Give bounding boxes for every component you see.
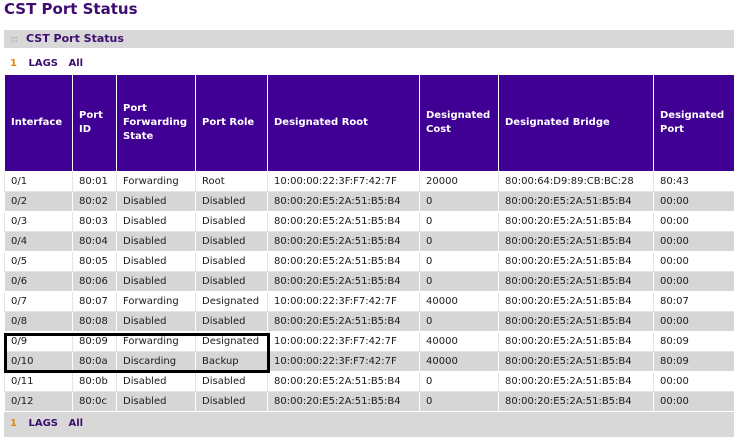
table-row xyxy=(5,212,734,232)
table-row xyxy=(5,392,734,412)
table-row xyxy=(5,332,734,352)
designated-bridge-cell: 80:00:20:E5:2A:51:B5:B4 xyxy=(499,352,654,372)
interface-cell: 0/7 xyxy=(5,292,73,312)
all-link[interactable]: All xyxy=(68,58,84,69)
interface-cell: 0/4 xyxy=(5,232,73,252)
interface-cell: 0/3 xyxy=(5,212,73,232)
port-id-cell: 80:0b xyxy=(73,372,117,392)
pager-bottom xyxy=(10,417,90,431)
col-designated-root: Designated Root xyxy=(268,75,420,172)
table-row xyxy=(5,272,734,292)
forwarding-state-cell: Forwarding xyxy=(117,292,196,312)
col-port-role: Port Role xyxy=(196,75,268,172)
designated-root-cell: 80:00:20:E5:2A:51:B5:B4 xyxy=(268,372,420,392)
port-role-cell: Disabled xyxy=(196,212,268,232)
table-row xyxy=(5,232,734,252)
table-row xyxy=(5,292,734,312)
forwarding-state-cell: Disabled xyxy=(117,232,196,252)
lags-link[interactable]: LAGS xyxy=(28,418,58,429)
forwarding-state-cell: Disabled xyxy=(117,192,196,212)
forwarding-state-cell: Disabled xyxy=(117,252,196,272)
port-id-cell: 80:01 xyxy=(73,172,117,192)
designated-port-cell: 00:00 xyxy=(654,392,734,412)
forwarding-state-cell: Forwarding xyxy=(117,332,196,352)
table-header-row xyxy=(5,75,734,172)
port-role-cell: Disabled xyxy=(196,272,268,292)
col-interface: Interface xyxy=(5,75,73,172)
forwarding-state-cell: Disabled xyxy=(117,392,196,412)
designated-bridge-cell: 80:00:20:E5:2A:51:B5:B4 xyxy=(499,272,654,292)
port-role-cell: Disabled xyxy=(196,312,268,332)
interface-cell: 0/1 xyxy=(5,172,73,192)
interface-cell: 0/5 xyxy=(5,252,73,272)
designated-bridge-cell: 80:00:20:E5:2A:51:B5:B4 xyxy=(499,392,654,412)
designated-root-cell: 10:00:00:22:3F:F7:42:7F xyxy=(268,172,420,192)
designated-bridge-cell: 80:00:64:D9:89:CB:BC:28 xyxy=(499,172,654,192)
designated-cost-cell: 0 xyxy=(420,212,499,232)
designated-bridge-cell: 80:00:20:E5:2A:51:B5:B4 xyxy=(499,312,654,332)
col-port-id: Port ID xyxy=(73,75,117,172)
port-role-cell: Designated xyxy=(196,292,268,312)
port-id-cell: 80:09 xyxy=(73,332,117,352)
port-id-cell: 80:04 xyxy=(73,232,117,252)
designated-root-cell: 80:00:20:E5:2A:51:B5:B4 xyxy=(268,192,420,212)
designated-root-cell: 80:00:20:E5:2A:51:B5:B4 xyxy=(268,252,420,272)
designated-root-cell: 10:00:00:22:3F:F7:42:7F xyxy=(268,352,420,372)
port-role-cell: Root xyxy=(196,172,268,192)
designated-port-cell: 00:00 xyxy=(654,312,734,332)
designated-port-cell: 00:00 xyxy=(654,372,734,392)
port-id-cell: 80:07 xyxy=(73,292,117,312)
port-id-cell: 80:03 xyxy=(73,212,117,232)
designated-cost-cell: 20000 xyxy=(420,172,499,192)
designated-bridge-cell: 80:00:20:E5:2A:51:B5:B4 xyxy=(499,252,654,272)
designated-root-cell: 80:00:20:E5:2A:51:B5:B4 xyxy=(268,232,420,252)
port-id-cell: 80:02 xyxy=(73,192,117,212)
port-role-cell: Disabled xyxy=(196,392,268,412)
col-port-forwarding-state: Port Forwarding State xyxy=(117,75,196,172)
port-id-cell: 80:06 xyxy=(73,272,117,292)
table-row xyxy=(5,372,734,392)
table-row xyxy=(5,352,734,372)
designated-root-cell: 80:00:20:E5:2A:51:B5:B4 xyxy=(268,312,420,332)
designated-port-cell: 80:43 xyxy=(654,172,734,192)
designated-cost-cell: 0 xyxy=(420,252,499,272)
interface-cell: 0/2 xyxy=(5,192,73,212)
designated-bridge-cell: 80:00:20:E5:2A:51:B5:B4 xyxy=(499,332,654,352)
designated-bridge-cell: 80:00:20:E5:2A:51:B5:B4 xyxy=(499,232,654,252)
designated-cost-cell: 0 xyxy=(420,232,499,252)
lags-link[interactable]: LAGS xyxy=(28,58,58,69)
designated-cost-cell: 40000 xyxy=(420,332,499,352)
forwarding-state-cell: Disabled xyxy=(117,372,196,392)
port-role-cell: Backup xyxy=(196,352,268,372)
page-number: 1 xyxy=(10,418,17,429)
designated-port-cell: 00:00 xyxy=(654,252,734,272)
port-id-cell: 80:08 xyxy=(73,312,117,332)
table-row xyxy=(5,192,734,212)
port-status-table xyxy=(4,74,734,412)
designated-cost-cell: 0 xyxy=(420,272,499,292)
interface-cell: 0/8 xyxy=(5,312,73,332)
page-number: 1 xyxy=(10,58,17,69)
designated-root-cell: 10:00:00:22:3F:F7:42:7F xyxy=(268,292,420,312)
port-role-cell: Disabled xyxy=(196,252,268,272)
port-role-cell: Disabled xyxy=(196,232,268,252)
forwarding-state-cell: Disabled xyxy=(117,312,196,332)
forwarding-state-cell: Discarding xyxy=(117,352,196,372)
interface-cell: 0/6 xyxy=(5,272,73,292)
designated-port-cell: 80:07 xyxy=(654,292,734,312)
designated-bridge-cell: 80:00:20:E5:2A:51:B5:B4 xyxy=(499,372,654,392)
table-row xyxy=(5,252,734,272)
designated-port-cell: 00:00 xyxy=(654,192,734,212)
forwarding-state-cell: Forwarding xyxy=(117,172,196,192)
port-id-cell: 80:05 xyxy=(73,252,117,272)
designated-cost-cell: 40000 xyxy=(420,352,499,372)
port-id-cell: 80:0a xyxy=(73,352,117,372)
port-role-cell: Disabled xyxy=(196,372,268,392)
forwarding-state-cell: Disabled xyxy=(117,272,196,292)
designated-port-cell: 80:09 xyxy=(654,332,734,352)
section-title: CST Port Status xyxy=(26,32,124,45)
col-designated-bridge: Designated Bridge xyxy=(499,75,654,172)
designated-bridge-cell: 80:00:20:E5:2A:51:B5:B4 xyxy=(499,192,654,212)
footer-bar xyxy=(4,412,734,437)
designated-root-cell: 80:00:20:E5:2A:51:B5:B4 xyxy=(268,272,420,292)
designated-cost-cell: 0 xyxy=(420,312,499,332)
section-header xyxy=(4,30,734,48)
col-designated-port: Designated Port xyxy=(654,75,734,172)
designated-bridge-cell: 80:00:20:E5:2A:51:B5:B4 xyxy=(499,292,654,312)
all-link[interactable]: All xyxy=(68,418,84,429)
designated-root-cell: 80:00:20:E5:2A:51:B5:B4 xyxy=(268,212,420,232)
interface-cell: 0/12 xyxy=(5,392,73,412)
designated-cost-cell: 0 xyxy=(420,372,499,392)
table-row xyxy=(5,312,734,332)
pager-top xyxy=(10,57,90,71)
interface-cell: 0/10 xyxy=(5,352,73,372)
forwarding-state-cell: Disabled xyxy=(117,212,196,232)
designated-port-cell: 80:09 xyxy=(654,352,734,372)
port-role-cell: Designated xyxy=(196,332,268,352)
col-designated-cost: Designated Cost xyxy=(420,75,499,172)
designated-cost-cell: 0 xyxy=(420,192,499,212)
designated-bridge-cell: 80:00:20:E5:2A:51:B5:B4 xyxy=(499,212,654,232)
designated-cost-cell: 0 xyxy=(420,392,499,412)
page-title: CST Port Status xyxy=(4,0,138,18)
designated-cost-cell: 40000 xyxy=(420,292,499,312)
interface-cell: 0/9 xyxy=(5,332,73,352)
grip-icon xyxy=(11,36,18,43)
port-id-cell: 80:0c xyxy=(73,392,117,412)
interface-cell: 0/11 xyxy=(5,372,73,392)
designated-root-cell: 10:00:00:22:3F:F7:42:7F xyxy=(268,332,420,352)
designated-port-cell: 00:00 xyxy=(654,272,734,292)
port-role-cell: Disabled xyxy=(196,192,268,212)
designated-port-cell: 00:00 xyxy=(654,232,734,252)
designated-port-cell: 00:00 xyxy=(654,212,734,232)
table-row xyxy=(5,172,734,192)
designated-root-cell: 80:00:20:E5:2A:51:B5:B4 xyxy=(268,392,420,412)
